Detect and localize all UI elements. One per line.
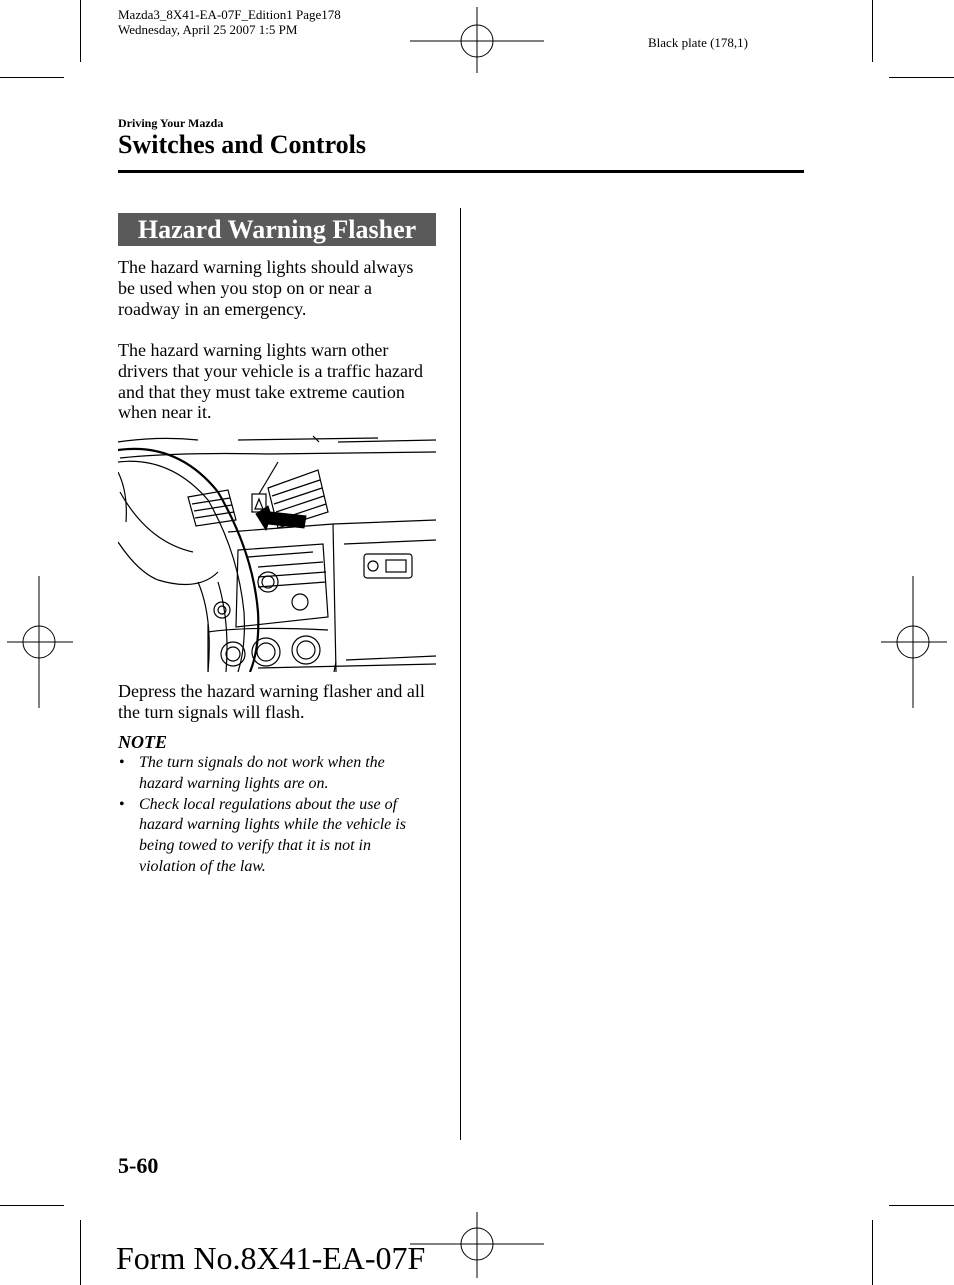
plate-info: Black plate (178,1)	[648, 35, 748, 50]
press-arrow-icon	[256, 506, 306, 530]
text-line: violation of the law.	[139, 857, 266, 875]
note-item	[118, 753, 438, 795]
registration-target-left	[5, 576, 75, 708]
text-line: Depress the hazard warning flasher and all	[118, 681, 425, 701]
dashboard-illustration	[118, 432, 436, 672]
text-line: hazard warning lights are on.	[139, 774, 329, 792]
bullet-icon: •	[119, 754, 125, 771]
print-header-line1: Mazda3_8X41-EA-07F_Edition1 Page178	[118, 7, 341, 22]
text-line: The turn signals do not work when the	[139, 754, 385, 771]
note-item	[118, 795, 438, 878]
section-label: Driving Your Mazda	[118, 116, 224, 130]
form-number: Form No.8X41-EA-07F	[116, 1240, 426, 1276]
column-divider	[460, 208, 461, 1140]
text-line: when near it.	[118, 402, 212, 423]
print-header	[118, 7, 341, 37]
page-number: 5-60	[118, 1153, 159, 1178]
text-line: hazard warning lights while the vehicle is	[139, 816, 406, 834]
note-heading: NOTE	[118, 732, 167, 752]
text-line: The hazard warning lights should always	[118, 257, 414, 277]
instruction-paragraph	[118, 681, 448, 723]
registration-target-top	[410, 5, 544, 75]
print-header-line2: Wednesday, April 25 2007 1:5 PM	[118, 22, 298, 37]
registration-target-bottom	[410, 1210, 544, 1280]
section-heading: Hazard Warning Flasher	[118, 213, 436, 246]
note-list	[118, 753, 438, 878]
text-line: Check local regulations about the use of	[139, 795, 398, 813]
text-line: and that they must take extreme caution	[118, 381, 405, 402]
chapter-title: Switches and Controls	[118, 130, 367, 159]
text-line: roadway in an emergency.	[118, 298, 307, 319]
warning-paragraph	[118, 340, 448, 423]
text-line: drivers that your vehicle is a traffic hazard	[118, 360, 424, 381]
bullet-icon: •	[119, 795, 125, 813]
registration-target-right	[879, 576, 949, 708]
text-line: being towed to verify that it is not in	[139, 837, 371, 855]
text-line: The hazard warning lights warn other	[118, 340, 389, 360]
text-line: the turn signals will flash.	[118, 701, 305, 722]
title-rule	[118, 170, 804, 173]
intro-paragraph	[118, 257, 448, 319]
text-line: be used when you stop on or near a	[118, 277, 372, 298]
